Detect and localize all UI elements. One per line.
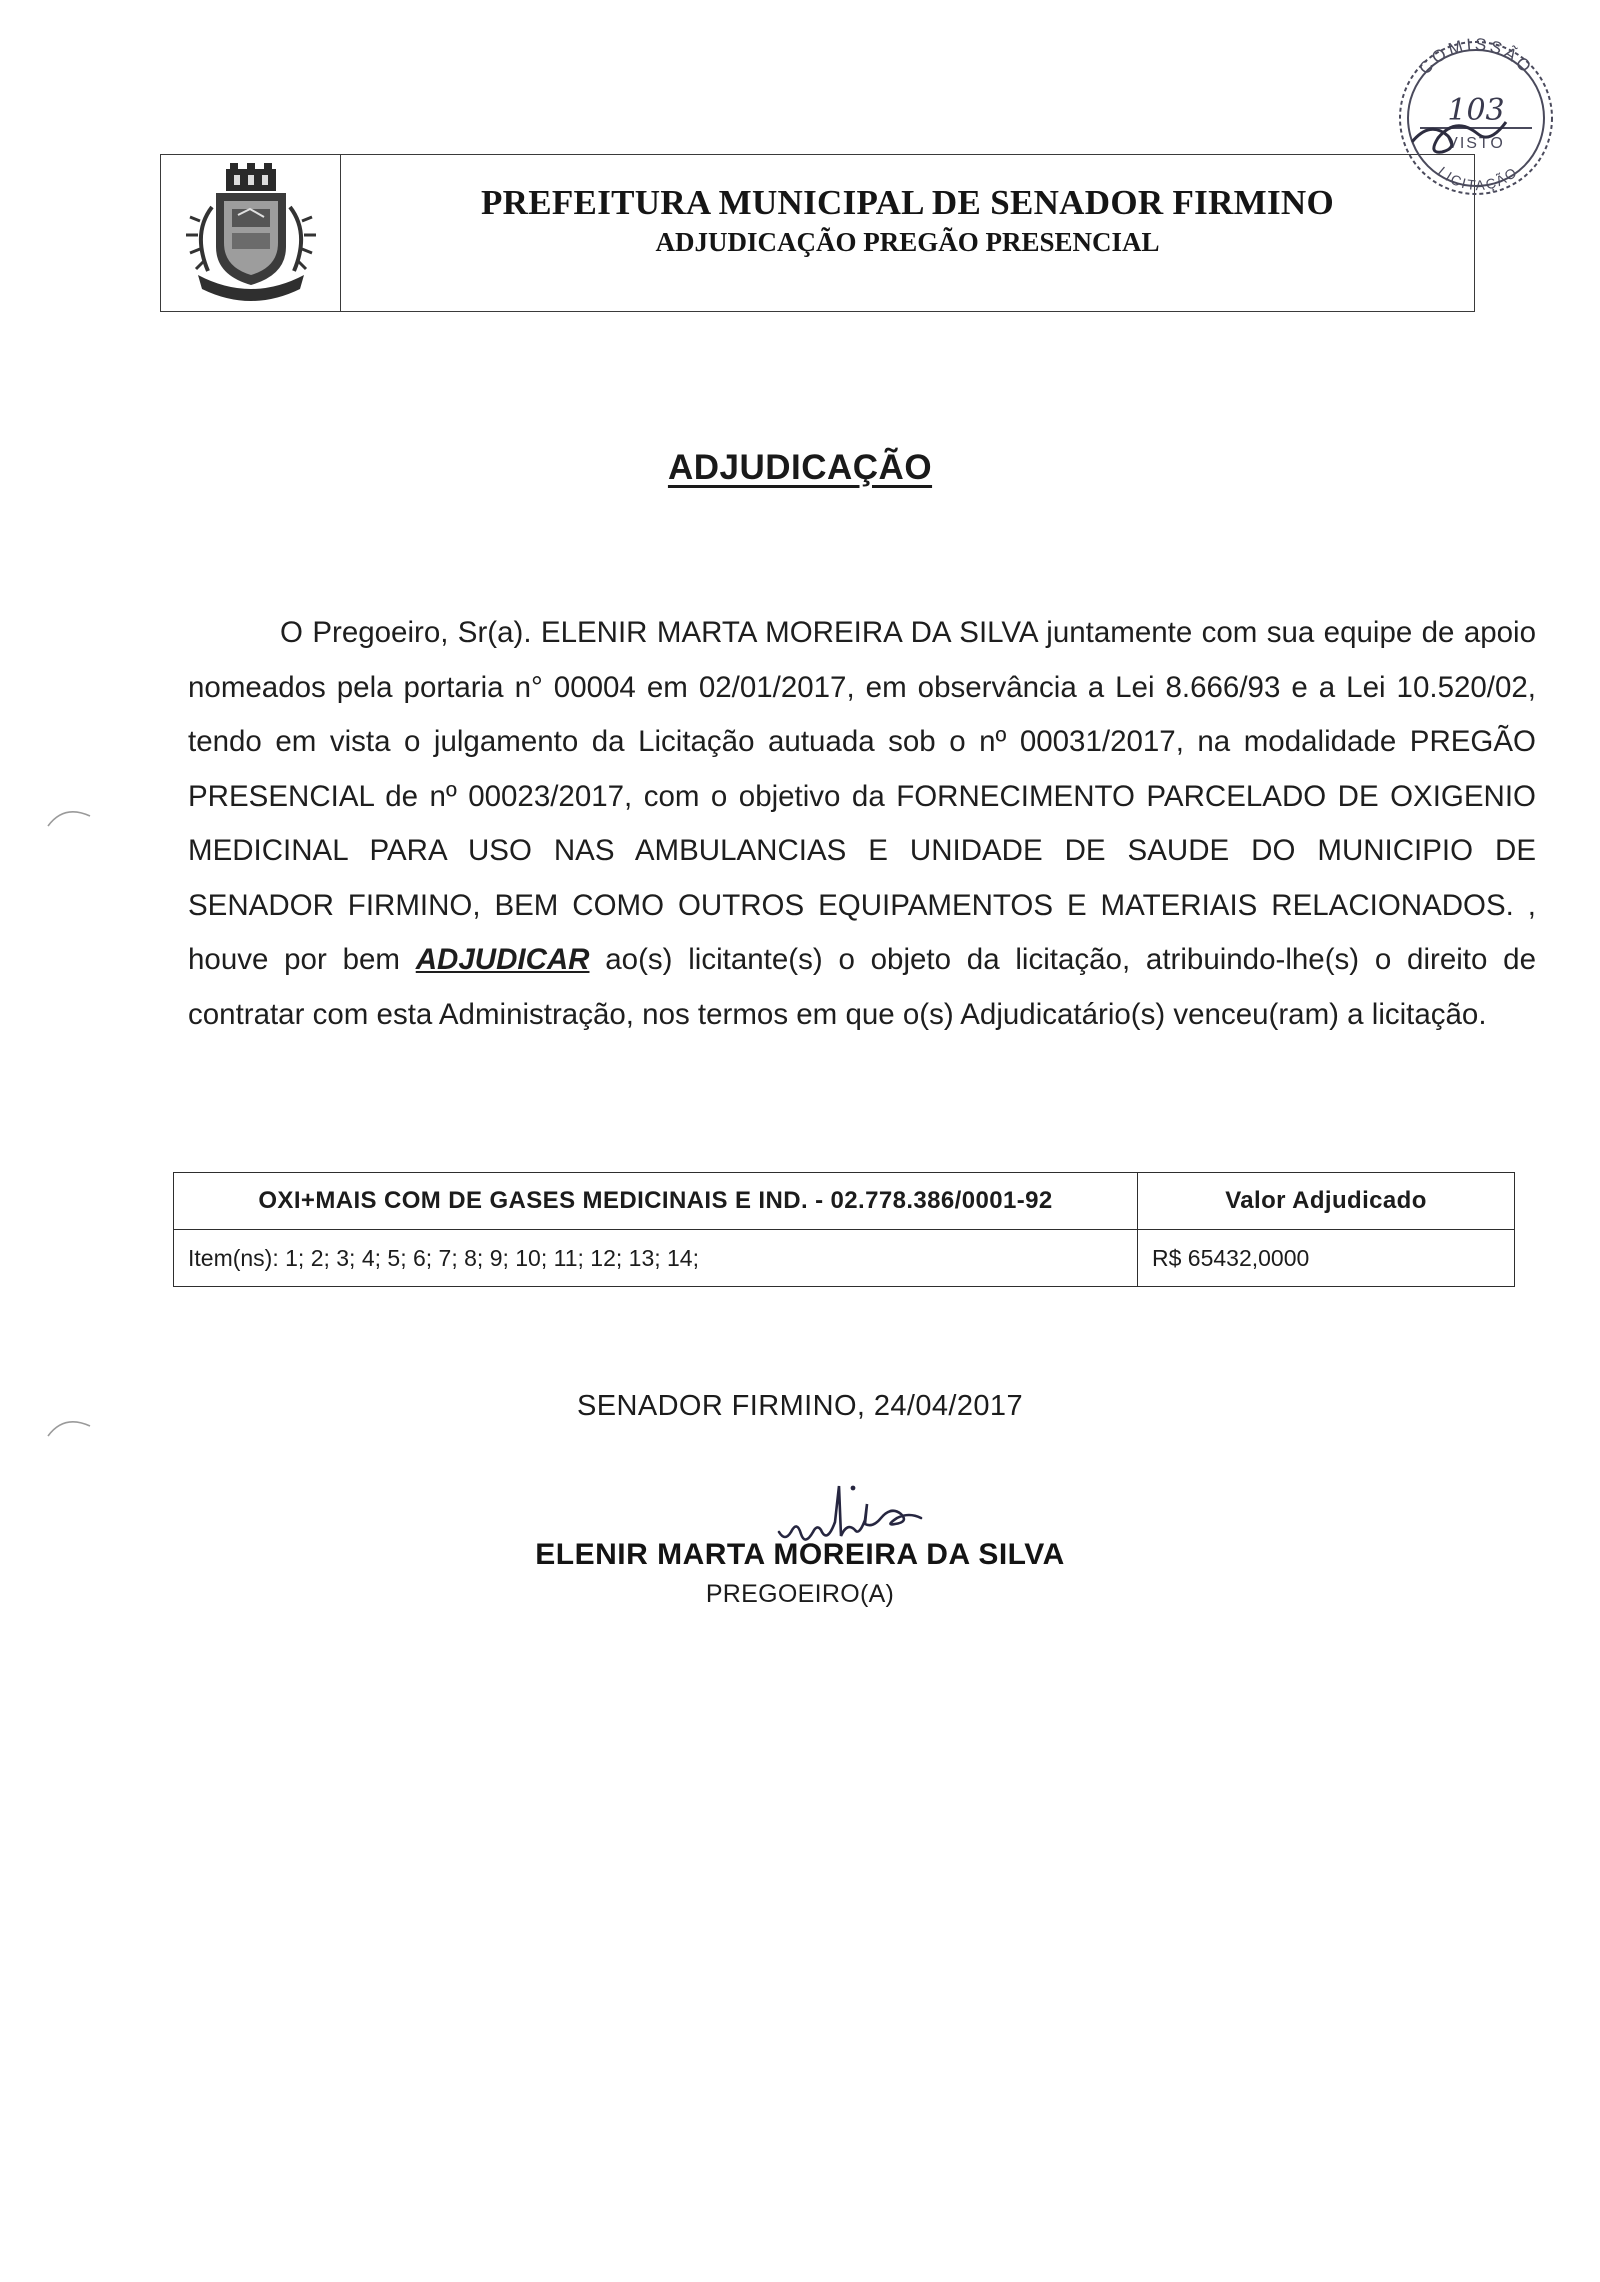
punch-hole-mark bbox=[44, 1410, 94, 1440]
punch-hole-mark bbox=[44, 800, 94, 830]
header-title: PREFEITURA MUNICIPAL DE SENADOR FIRMINO bbox=[480, 183, 1335, 222]
commission-stamp bbox=[1390, 22, 1562, 202]
stamp-mid-text: VISTO bbox=[1447, 135, 1505, 152]
document-title: ADJUDICAÇÃO bbox=[667, 448, 933, 487]
document-header bbox=[160, 154, 1475, 312]
value-header-cell: Valor Adjudicado bbox=[1138, 1173, 1515, 1230]
stamp-bottom-text: LICITAÇÃO bbox=[1434, 163, 1522, 194]
items-cell: Item(ns): 1; 2; 3; 4; 5; 6; 7; 8; 9; 10; 11; 12; 13; 14; bbox=[174, 1230, 1138, 1287]
coat-of-arms-icon bbox=[176, 163, 326, 303]
place-date: SENADOR FIRMINO, 24/04/2017 bbox=[577, 1390, 1023, 1422]
svg-text:COMISSÃO bbox=[1415, 35, 1537, 79]
table-header-row bbox=[174, 1173, 1515, 1230]
stamp-number: 103 bbox=[1447, 93, 1505, 128]
stamp-top-text: COMISSÃO bbox=[1415, 34, 1537, 79]
award-table bbox=[173, 1172, 1515, 1287]
logo-cell bbox=[161, 155, 341, 311]
adjudicar-emphasis: ADJUDICAR bbox=[415, 943, 590, 976]
paragraph-text-end: ao(s) licitante(s) o objeto da licitação, atribuindo-lhe(s) o direito de contratar com esta Administração, nos termos em que o(s) Adjudicatário(s) venceu(ram) a licitação. bbox=[188, 943, 1536, 1031]
signer-name: ELENIR MARTA MOREIRA DA SILVA bbox=[535, 1538, 1065, 1571]
value-cell: R$ 65432,0000 bbox=[1138, 1230, 1515, 1287]
adjudication-paragraph bbox=[188, 606, 1536, 1042]
table-row bbox=[174, 1230, 1515, 1287]
header-subtitle: ADJUDICAÇÃO PREGÃO PRESENCIAL bbox=[655, 227, 1160, 257]
company-cell: OXI+MAIS COM DE GASES MEDICINAIS E IND. - 02.778.386/0001-92 bbox=[174, 1173, 1138, 1230]
paragraph-text-start: O Pregoeiro, Sr(a). ELENIR MARTA MOREIRA DA SILVA juntamente com sua equipe de apoio nomeados pela portaria n° 00004 em 02/01/2017, em observância a Lei 8.666/93 e a Lei 10.520/02, tendo em vista o julgamento da Licitação autuada sob o nº 00031/2017, na modalidade PREGÃO PRESENCIAL de nº 00023/2017, com o objetivo da FORNECIMENTO PARCELADO DE OXIGENIO MEDICINAL PARA USO NAS AMBULANCIAS E UNIDADE DE SAUDE DO MUNICIPIO DE SENADOR FIRMINO, BEM COMO OUTROS EQUIPAMENTOS E MATERIAIS RELACIONADOS. , houve por bem bbox=[188, 616, 1536, 976]
signer-role: PREGOEIRO(A) bbox=[705, 1580, 895, 1608]
